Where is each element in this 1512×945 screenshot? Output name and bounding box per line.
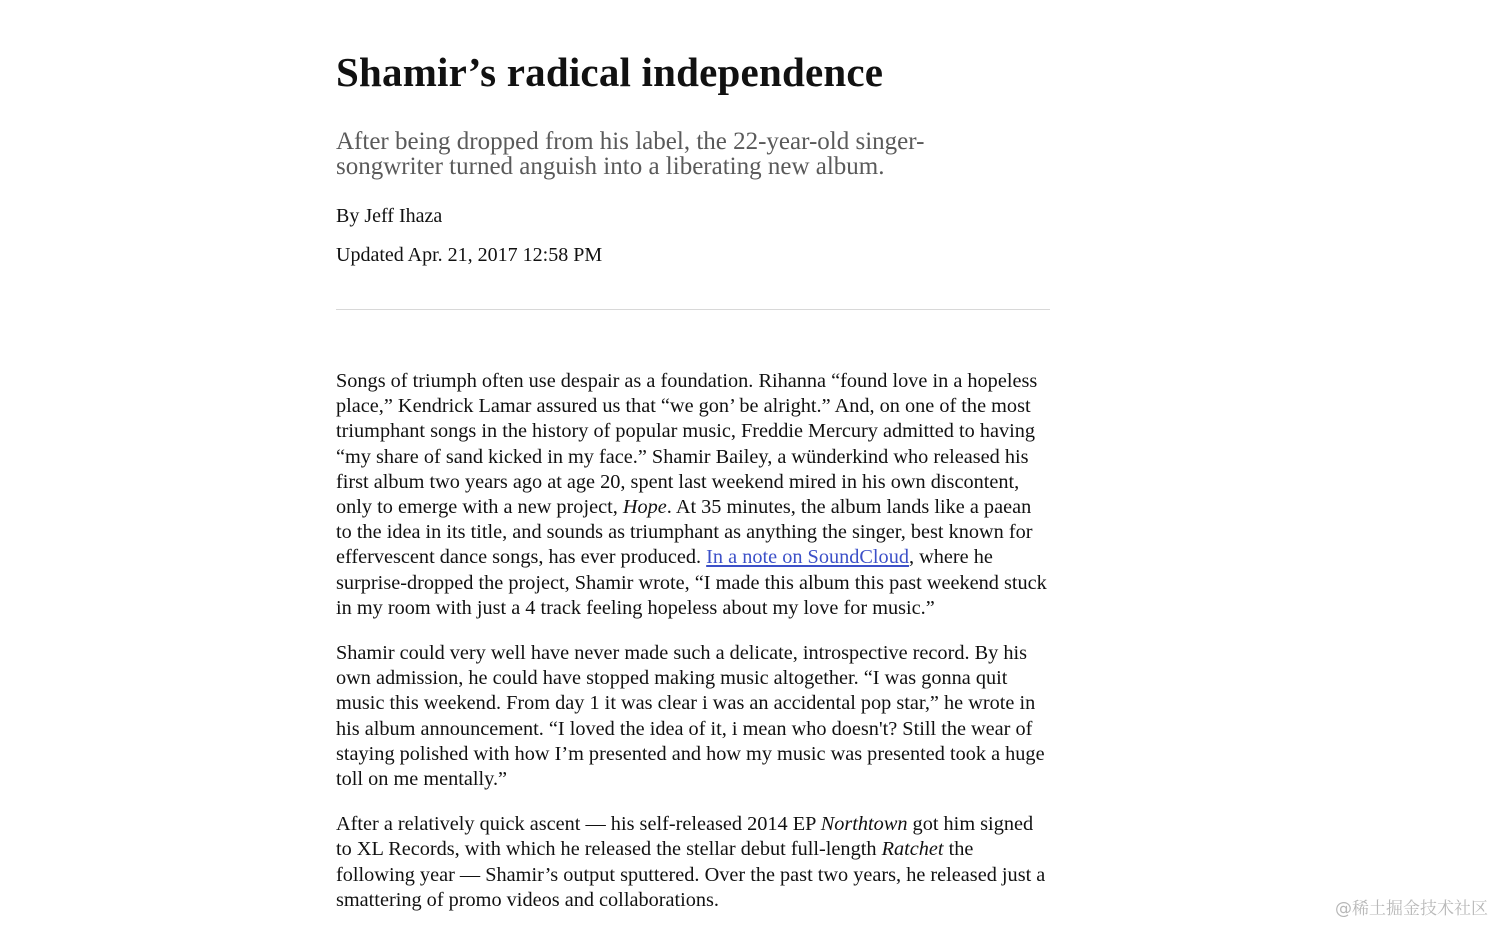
paragraph-3-text-b: got him signed to XL Records, with which he released the stellar debut full-length xyxy=(336,813,1034,861)
paragraph-1-text-a: Songs of triumph often use despair as a foundation. Rihanna “found love in a hopeless place,” Kendrick Lamar assured us that “we gon’ be alright.” And, on one of the most triumphant songs in the history of popular music, Freddie Mercury admitted to having “my share of sand kicked in my face.” Shamir Bailey, a wünderkind who released his first album two years ago at age 20, spent last weekend mired in his own discontent, only to emerge with a new project, xyxy=(336,370,1038,519)
paragraph-1-text-b: . At 35 minutes, the album lands like a paean to the idea in its title, and sounds as triumphant as anything the singer, best known for effervescent dance songs, has ever produced. xyxy=(336,496,1033,569)
paragraph-3-text-a: After a relatively quick ascent — his self-released 2014 EP xyxy=(336,813,821,836)
ep-title-northtown: Northtown xyxy=(820,813,908,836)
album-title-hope: Hope xyxy=(622,496,667,519)
site-watermark: @稀土掘金技术社区 xyxy=(1335,899,1488,919)
updated-timestamp: Updated Apr. 21, 2017 12:58 PM xyxy=(336,244,603,266)
article-dek: After being dropped from his label, the 22-year-old singer-songwriter turned anguish into a liberating new album. xyxy=(336,128,925,180)
byline: By Jeff Ihaza xyxy=(336,205,443,227)
paragraph-1-text-c: , where he surprise-dropped the project, Shamir wrote, “I made this album this past weekend stuck in my room with just a 4 track feeling hopeless about my love for music.” xyxy=(336,546,1047,619)
article-body xyxy=(336,369,1052,933)
paragraph-2: Shamir could very well have never made such a delicate, introspective record. By his own admission, he could have stopped making music altogether. “I was gonna quit music this weekend. From day 1 it was clear i was an accidental pop star,” he wrote in his album announcement. “I loved the idea of it, i mean who doesn't? Still the wear of staying polished with how I’m presented and how my music was presented took a huge toll on me mentally.” xyxy=(336,642,1045,791)
paragraph-3-text-c: the following year — Shamir’s output sputtered. Over the past two years, he released just a smattering of promo videos and collaborations. xyxy=(336,838,1046,911)
album-title-ratchet: Ratchet xyxy=(881,838,944,861)
headline: Shamir’s radical independence xyxy=(336,49,884,95)
paragraph-3 xyxy=(336,812,1052,913)
soundcloud-note-link[interactable]: In a note on SoundCloud xyxy=(706,546,909,569)
paragraph-1 xyxy=(336,369,1052,621)
header-divider xyxy=(336,309,1050,310)
